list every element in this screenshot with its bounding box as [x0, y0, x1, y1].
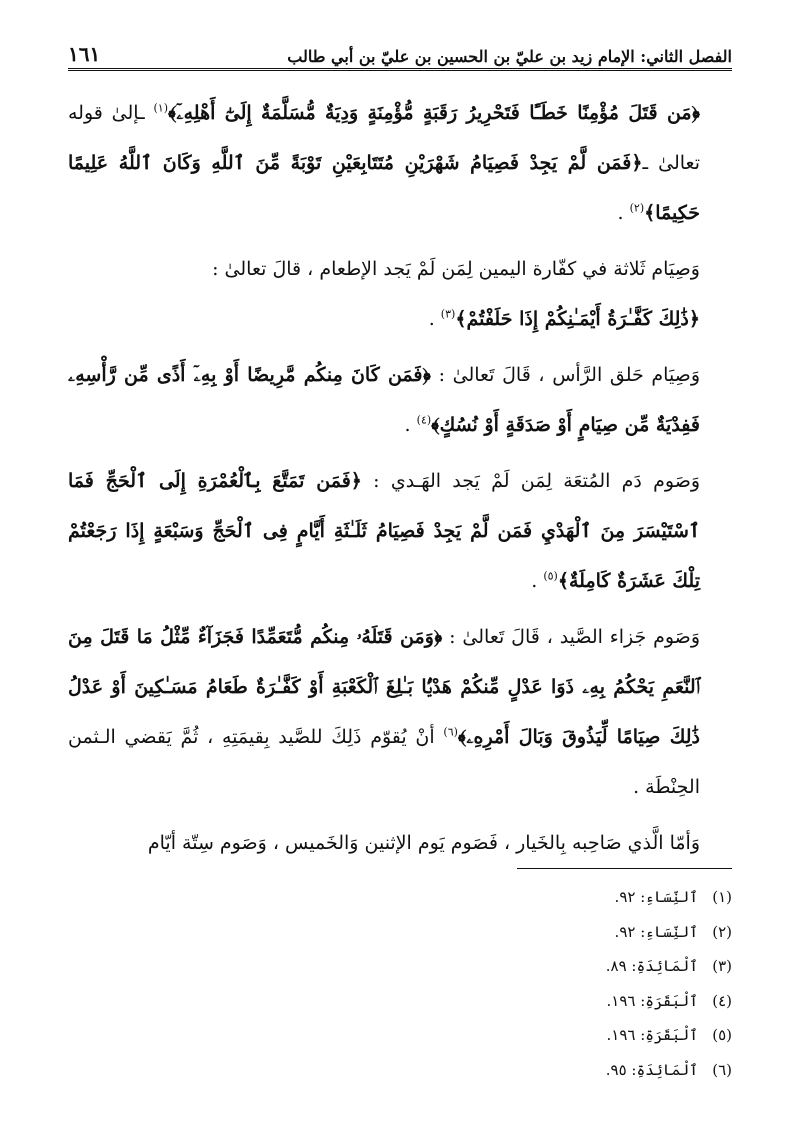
- footnote-number: (٣): [712, 957, 732, 975]
- footnote: [68, 880, 732, 915]
- chapter-title: الفصل الثاني: الإمام زيد بن عليّ بن الحسين بن عليّ بن أبي طالب: [287, 47, 732, 66]
- footnote: [68, 949, 732, 984]
- footnote-text: ٱلنِّسَاءِ: ٩٢.: [614, 922, 698, 941]
- text-segment: .: [531, 570, 544, 592]
- text-segment: وَأمّا الَّذي صَاحِبه بِالخَيار ، فَصَوم يَوم الإثنين وَالخَميس ، وَصَوم سِتّة أيّام: [147, 832, 700, 854]
- footnote-text: ٱلنِّسَاءِ: ٩٢.: [614, 888, 698, 906]
- quran-quote: ﴿فَمَن تَمَتَّعَ بِٱلْعُمْرَةِ إِلَى ٱلْحَجِّ فَمَا ٱسْتَيْسَرَ مِنَ ٱلْهَدْيِ فَمَن لَّمْ يَجِدْ فَصِيَامُ ثَلَـٰثَةِ أَيَّامٍ فِى ٱلْحَجِّ وَسَبْعَةٍ إِذَا رَجَعْتُمْ تِلْكَ عَشَرَةٌ كَامِلَةٌ﴾: [68, 470, 700, 592]
- text-segment: .: [428, 308, 441, 330]
- footnote: [68, 915, 732, 950]
- footnote-number: (١): [712, 888, 732, 906]
- text-segment: .: [404, 414, 417, 436]
- footnotes: [68, 880, 732, 1087]
- footnote: [68, 1018, 732, 1053]
- text-segment: أنْ يُقوّم ذَلِكَ للصَّيد بِقيمَتِهِ ، ثُمَّ يَقضي الـثمن الحِنْطَة .: [68, 726, 700, 798]
- main-text: [68, 88, 732, 874]
- footnote-text: ٱلْبَقَرَةِ: ١٩٦.: [606, 991, 698, 1010]
- footnote-rule: [517, 868, 732, 869]
- text-segment: ـإلىٰ قوله تعالىٰ ـ: [68, 102, 700, 174]
- footnote-ref: (٦): [443, 725, 458, 739]
- footnote-number: (٥): [712, 1026, 732, 1044]
- quran-quote: ﴿وَمَن قَتَلَهُۥ مِنكُم مُّتَعَمِّدًا فَجَزَآءٌ مِّثْلُ مَا قَتَلَ مِنَ ٱلنَّعَمِ يَحْكُمُ بِهِۦ ذَوَا عَدْلٍ مِّنكُمْ هَدْيًۢا بَـٰلِغَ ٱلْكَعْبَةِ أَوْ كَفَّـٰرَةٌ طَعَامُ مَسَـٰكِينَ أَوْ عَدْلُ ذَٰلِكَ صِيَامًا لِّيَذُوقَ وَبَالَ أَمْرِهِۦ﴾: [68, 626, 700, 748]
- text-segment: وَصَوم دَم المُتعَة لِمَن لَمْ يَجد الهَـدي :: [361, 470, 700, 492]
- footnote-text: ٱلْبَقَرَةِ: ١٩٦.: [606, 1026, 698, 1044]
- footnote-ref: (١): [153, 101, 168, 115]
- text-segment: وَصِيَام حَلق الرَّأس ، قَالَ تَعالىٰ :: [430, 364, 700, 386]
- footnote-ref: (٣): [440, 307, 456, 321]
- paragraph-tamattu: [68, 456, 732, 606]
- footnote: [68, 1053, 732, 1088]
- footnote-ref: (٤): [416, 413, 432, 427]
- text-segment: وَصِيَام ثَلاثة في كفّارة اليمين لِمَن لَمْ يَجد الإطعام ، قالَ تعالىٰ :: [212, 258, 700, 280]
- paragraph-oath-verse: [68, 294, 732, 344]
- text-segment: .: [617, 202, 630, 224]
- footnote-number: (٦): [712, 1060, 732, 1079]
- paragraph-oath-expiation: [68, 244, 732, 294]
- paragraph-head-shaving: [68, 350, 732, 450]
- footnote-number: (٢): [712, 922, 732, 941]
- quran-quote: ﴿مَن قَتَلَ مُؤْمِنًا خَطَـًٔا فَتَحْرِيرُ رَقَبَةٍ مُّؤْمِنَةٍ وَدِيَةٌ مُّسَلَّمَةٌ إِلَىٰٓ أَهْلِهِۦٓ﴾: [167, 102, 700, 124]
- paragraph-killing-believer: [68, 88, 732, 238]
- footnote-number: (٤): [712, 991, 732, 1010]
- page-header: [68, 32, 732, 66]
- text-segment: وَصَوم جَزاء الصَّيد ، قَالَ تَعالىٰ :: [442, 626, 700, 648]
- paragraph-optional-fasting: [68, 818, 732, 868]
- footnote-ref: (٢): [629, 201, 645, 215]
- paragraph-hunting-penalty: [68, 612, 732, 812]
- footnote: [68, 984, 732, 1019]
- footnote-text: ٱلْمَائِدَةِ: ٩٥.: [605, 1060, 698, 1079]
- footnote-ref: (٥): [543, 569, 558, 583]
- quran-quote: ﴿فَمَن لَّمْ يَجِدْ فَصِيَامُ شَهْرَيْنِ مُتَتَابِعَيْنِ تَوْبَةً مِّنَ ٱللَّهِ وَكَانَ ٱللَّهُ عَلِيمًا حَكِيمًا﴾: [68, 152, 700, 224]
- page-number: ١٦١: [68, 42, 101, 66]
- quran-quote: ﴿ذَٰلِكَ كَفَّـٰرَةُ أَيْمَـٰنِكُمْ إِذَا حَلَفْتُمْ﴾: [455, 308, 700, 330]
- footnote-text: ٱلْمَائِدَةِ: ٨٩.: [605, 957, 698, 975]
- header-rule: [68, 68, 732, 71]
- quran-quote: ﴿فَمَن كَانَ مِنكُم مَّرِيضًا أَوْ بِهِۦٓ أَذًى مِّن رَّأْسِهِۦ فَفِدْيَةٌ مِّن صِيَامٍ أَوْ صَدَقَةٍ أَوْ نُسُكٍ﴾: [68, 364, 700, 436]
